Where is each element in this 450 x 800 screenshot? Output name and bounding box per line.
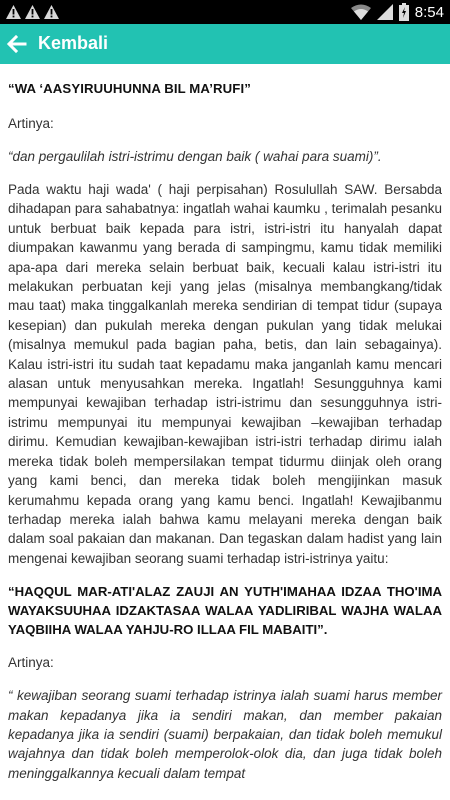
translation-quote-2: “ kewajiban seorang suami terhadap istrinya ialah suami harus member makan kepadanya jika ia sendiri makan, dan member pakaian kepadanya jika ia sendiri (suami) berpakaian, dan tidak boleh memukul wajahnya dan tidak boleh memperolok-olok dia, dan juga tidak boleh meninggalkannya kecuali dalam tempat [8,688,442,781]
clock: 8:54 [414,3,444,21]
warning-icon [6,5,21,19]
warning-icon [25,5,40,19]
artinya-label-2: Artinya: [8,655,54,671]
back-title[interactable]: Kembali [38,33,109,53]
body-paragraph: Pada waktu haji wada' ( haji perpisahan) Rosulullah SAW. Bersabda dihadapan para sahabatnya: ingatlah wahai kaumku , terimalah pesanku untuk berbuat baik kepada para istri, istri-istri itu hanyalah dapat diumpakan kawanmu yang berada di sampingmu, kamu tidak memiliki apa-apa dari mereka selain berbuat baik, kecuali kalau istri-istri itu melakukan perbuatan keji yang jelas (misalnya membangkang/tidak mau taat) maka tinggalkanlah mereka sendirian di tempat tidur (supaya kesepian) dan pukulah mereka dengan pukulan yang tidak melukai (misalnya memukul pada bagian paha, betis, dan lain sebagainya). Kalau istri-istri itu sudah taat kepadamu maka janganlah kamu mencari alasan untuk menyusahkan mereka. Ingatlah! Sesungguhnya kami mempunyai kewajiban terhadap istri-istrimu dan sesungguhnya istri-istrimu mempunyai itu mempunyai kewajiban –kewajiban terhadap dirimu. Kemudian kewajiban-kewajiban istri-istri terhadap dirimu ialah mereka tidak boleh mempersilakan tempat tidurmu diinjak oleh orang yang kami benci, dan mereka tidak boleh mengijinkan masuk kerumahmu kepada orang yang kamu benci. Ingatlah! Kewajibanmu terhadap mereka ialah bahwa kamu melayani mereka dengan baik dalam soal pakaian dan makanan. Dan tegaskan dalam hadist yang lain mengenai kewajiban seorang suami terhadap istri-istrinya yaitu: [8,182,442,566]
warning-icon [44,5,59,19]
translation-quote-1: “dan pergaulilah istri-istrimu dengan baik ( wahai para suami)”. [8,149,382,164]
signal-icon [377,4,393,20]
battery-icon [399,3,409,21]
arabic-heading-1: “WA ‘AASYIRUUHUNNA BIL MA’RUFI” [8,81,251,96]
app-bar [0,24,450,64]
status-bar [0,0,450,24]
arrow-left-icon[interactable] [4,31,30,57]
wifi-icon [351,4,371,20]
system-icons [351,2,444,22]
article-content[interactable] [0,64,450,800]
arabic-heading-2: “HAQQUL MAR-ATI'ALAZ ZAUJI AN YUTH'IMAHAA IDZAA THO'IMA WAYAKSUUHAA IDZAKTASAA WALAA YADLIRIBAL WAJHA WALAA YAQBIIHA WALAA YAHJU-RO ILLAA FIL MABAITI”. [8,584,442,638]
artinya-label-1: Artinya: [8,116,54,131]
notification-icons [6,5,59,19]
